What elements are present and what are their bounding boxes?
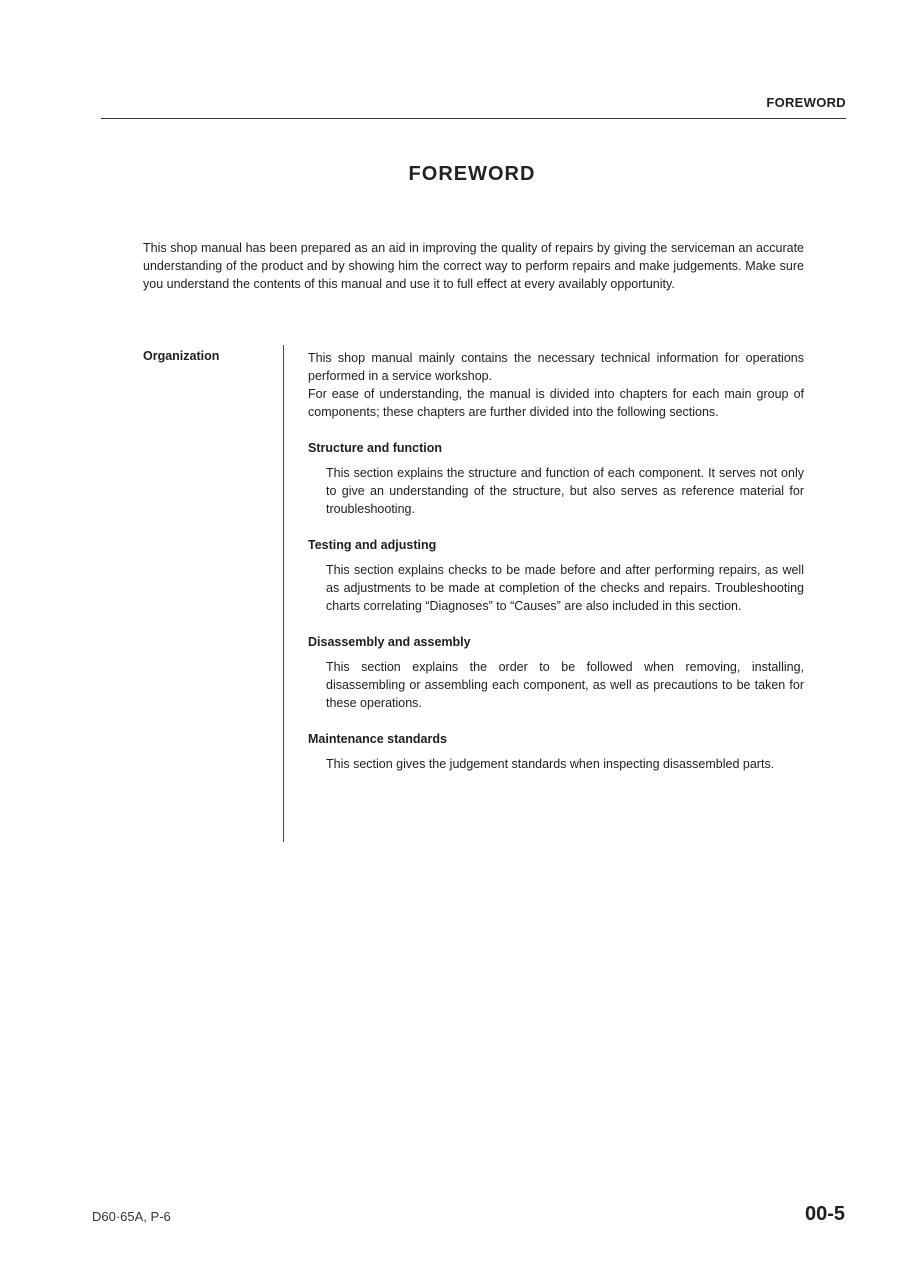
section-body: This section explains checks to be made before and after performing repairs, as well as adjustments to be made at completion of the checks and repairs. Troubleshooting charts correlating “Diagnoses” to “Causes” are also included in this section. bbox=[326, 563, 804, 613]
header-rule bbox=[101, 118, 846, 119]
section-title: Maintenance standards bbox=[308, 732, 447, 746]
intro-paragraph: This shop manual has been prepared as an aid in improving the quality of repairs by giving the serviceman an accurate understanding of the product and by showing him the correct way to perform repairs and make judgements. Make sure you understand the contents of this manual and use it to full effect at every availably opportunity. bbox=[143, 241, 804, 291]
organization-paragraph: For ease of understanding, the manual is divided into chapters for each main group of components; these chapters are further divided into the following sections. bbox=[308, 387, 804, 419]
vertical-rule bbox=[283, 345, 284, 842]
footer-model: D60·65A, P-6 bbox=[92, 1209, 171, 1224]
organization-paragraph: This shop manual mainly contains the necessary technical information for operations performed in a service workshop. bbox=[308, 351, 804, 383]
section-body: This section gives the judgement standards when inspecting disassembled parts. bbox=[326, 757, 775, 771]
section-title: Disassembly and assembly bbox=[308, 635, 471, 649]
running-header: FOREWORD bbox=[766, 95, 846, 110]
page-number: 00-5 bbox=[804, 1203, 845, 1225]
section-body: This section explains the order to be followed when removing, installing, disassembling or assembling each component, as well as precautions to be taken for these operations. bbox=[326, 660, 804, 710]
section-maintenance-standards bbox=[308, 730, 804, 773]
section-testing-and-adjusting bbox=[308, 536, 804, 615]
page-title: FOREWORD bbox=[408, 163, 536, 185]
section-disassembly-and-assembly bbox=[308, 633, 804, 712]
section-structure-and-function bbox=[308, 439, 804, 518]
section-title: Structure and function bbox=[308, 441, 443, 455]
organization-label: Organization bbox=[143, 349, 220, 363]
section-body: This section explains the structure and function of each component. It serves not only to give an understanding of the structure, but also serves as reference material for troubleshooting. bbox=[326, 466, 804, 516]
organization-body bbox=[308, 349, 804, 773]
section-title: Testing and adjusting bbox=[308, 538, 437, 552]
